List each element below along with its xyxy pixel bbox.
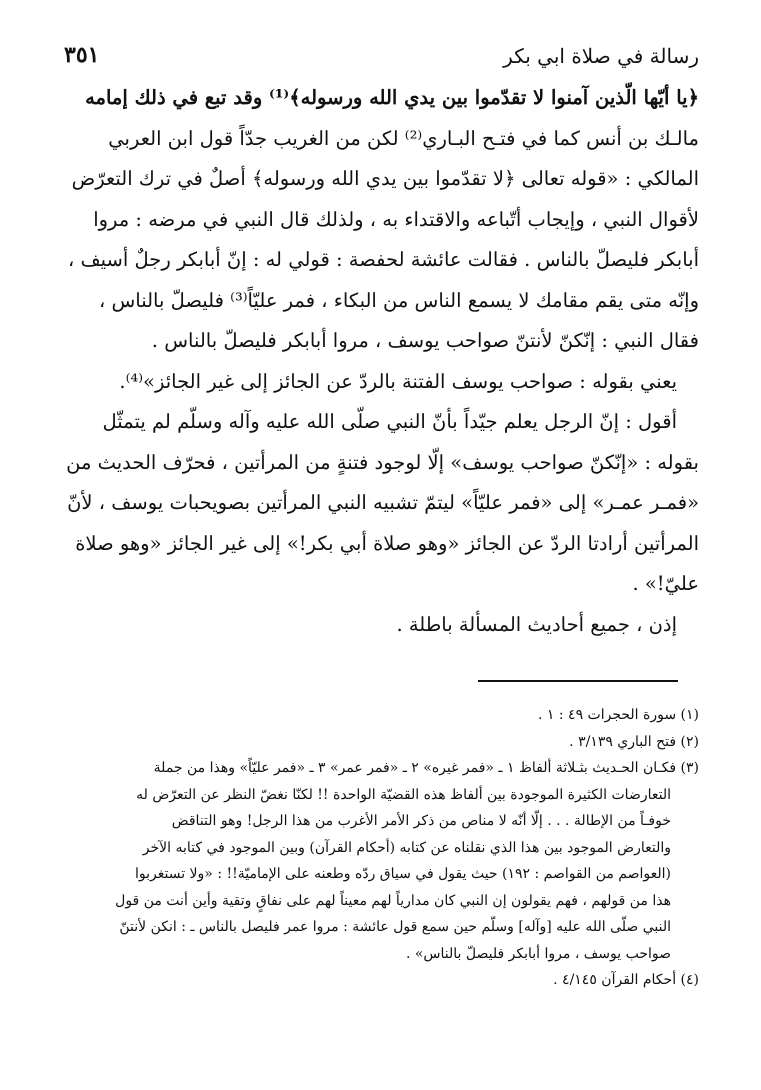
text-line: لأقوال النبي ، وإيجاب أتّباعه والاقتداء به ، ولذلك قال النبي في مرضه : مروا (93, 207, 699, 231)
footnote-line: هذا من قولهم ، فهم يقولون إن النبي كان مدارياً لهم معيناً لهم على نفاقٍ وتقية وأين أنت من قول (115, 892, 671, 909)
text-line: إذن ، جميع أحاديث المسألة باطلة . (396, 612, 677, 636)
text-line: فقال النبي : إنّكنّ لأنتنّ صواحب يوسف ، مروا أبابكر فليصلّ بالناس . (151, 329, 699, 352)
footnote-line: صواحب يوسف ، مروا أبابكر فليصلّ بالناس» . (405, 945, 671, 962)
text-line: أبابكر فليصلّ بالناس . فقالت عائشة لحفصة : قولي له : إنّ أبابكر رجلٌ أسيف ، (68, 248, 699, 271)
text-line: «فمـر عمـر» إلى «فمر عليّاً» ليتمّ تشبيه النبي المرأتين بصويحبات يوسف ، لأنّ (67, 491, 699, 514)
page-number: ٣٥١ (64, 42, 100, 68)
footnote-line: (٣) فكـان الحـديث بثـلاثة ألفاظ ١ ـ «فمر غيره» ٢ ـ «فمر عمر» ٣ ـ «فمر عليّاً» وهذا من جملة (153, 760, 699, 776)
text-line: بقوله : «إنّكنّ صواحب يوسف» إلّا لوجود فتنةٍ من المرأتين ، فحرّف الحديث من (66, 450, 699, 474)
footnote-line: خوفـاً من الإطالة . . . إلّا أنّه لا مناص من ذكر الأمر الأغرب من هذا الرجل! وهو التناقض (171, 813, 671, 829)
running-header (64, 28, 699, 68)
footnotes (62, 702, 699, 994)
text-line: يعني بقوله : صواحب يوسف الفتنة بالردّ عن الجائز إلى غير الجائز»⁽⁴⁾. (119, 369, 677, 393)
footnote-line: النبي صلّى الله عليه [وآله] وسلّم حين سمع قول عائشة : مروا عمر فليصل بالناس ـ : انكن لأنتنّ (119, 919, 671, 935)
text-line: وإنّه متى يقم مقامك لا يسمع الناس من البكاء ، فمر عليّاً⁽³⁾ فليصلّ بالناس ، (98, 288, 699, 312)
main-text (62, 78, 699, 645)
footnote-line: والتعارض الموجود بين هذا الذي نقلناه عن كتابه (أحكام القرآن) وبين الموجود في كتابه الآخر (142, 839, 671, 856)
running-title: رسالة في صلاة ابي بكر (503, 44, 699, 68)
footnote-separator (478, 680, 678, 682)
footnote-line: التعارضات الكثيرة الموجودة بين ألفاظ هذه القضيّة الواحدة !! لكنّا نغضّ النظر عن التعرّض له (136, 786, 671, 803)
text-line: أقول : إنّ الرجل يعلم جيّداً بأنّ النبي صلّى الله عليه وآله وسلّم لم يتمثّل (102, 410, 677, 433)
footnote-line: (٤) أحكام القرآن ٤/١٤٥ . (553, 972, 699, 988)
footnote-line: (٢) فتح الباري ٣/١٣٩ . (569, 733, 699, 750)
footnote-line: (العواصم من القواصم : ١٩٢) حيث يقول في سياق ردّه وطعنه على الإماميّة!! : «ولا تستغربوا (135, 866, 671, 882)
text-line: المرأتين أرادتا الردّ عن الجائز «وهو صلاة أبي بكر!» إلى غير الجائز «وهو صلاة (75, 531, 699, 555)
text-line: المالكي : «قوله تعالى ﴿لا تقدّموا بين يدي الله ورسوله﴾ أصلٌ في ترك التعرّض (71, 167, 699, 190)
text-line: ﴿يا أيّها الّذين آمنوا لا تقدّموا بين يدي الله ورسوله﴾⁽¹⁾ وقد تبع في ذلك إمامه (85, 86, 699, 109)
text-line: عليّ!» . (632, 572, 699, 595)
footnote-line: (١) سورة الحجرات ٤٩ : ١ . (537, 707, 699, 723)
text-line: مالـك بن أنس كما في فتـح البـاري⁽²⁾ لكن من الغريب جدّاً قول ابن العربي (108, 126, 699, 150)
